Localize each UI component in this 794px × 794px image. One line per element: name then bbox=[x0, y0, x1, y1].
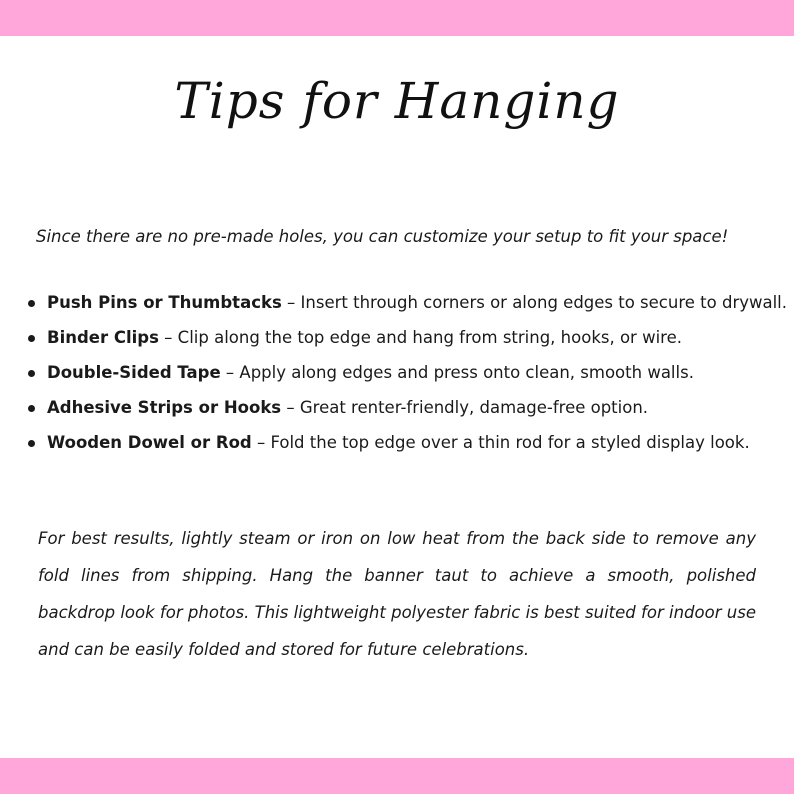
tip-separator: – bbox=[281, 398, 300, 417]
tip-description: Fold the top edge over a thin rod for a styled display look. bbox=[270, 433, 750, 452]
tip-description: Great renter-friendly, damage-free option. bbox=[299, 398, 649, 417]
tip-separator: – bbox=[251, 433, 271, 452]
tip-name: Adhesive Strips or Hooks bbox=[47, 398, 282, 417]
tip-description: Apply along edges and press onto clean, smooth walls. bbox=[239, 363, 694, 382]
tip-separator: – bbox=[158, 328, 178, 347]
bullet-icon bbox=[28, 440, 35, 447]
tip-name: Binder Clips bbox=[47, 328, 159, 347]
intro-text: Since there are no pre-made holes, you can customize your setup to fit your space! bbox=[36, 227, 729, 246]
tip-description: Insert through corners or along edges to secure to drywall. bbox=[300, 293, 788, 312]
list-item bbox=[26, 358, 786, 393]
care-instructions: For best results, lightly steam or iron on low heat from the back side to remove any fold lines from shipping. Hang the banner taut to achieve a smooth, polished backdrop look for photos. This lightweight polyester fabric is best suited for indoor use and can be easily folded and stored for future celebrations. bbox=[38, 529, 756, 659]
list-item bbox=[26, 288, 786, 323]
bullet-icon bbox=[28, 335, 35, 342]
tip-name: Double-Sided Tape bbox=[47, 363, 221, 382]
list-item bbox=[26, 393, 786, 428]
top-pink-band bbox=[0, 0, 794, 36]
list-item bbox=[26, 428, 786, 463]
bullet-icon bbox=[28, 405, 35, 412]
tip-separator: – bbox=[220, 363, 240, 382]
bullet-icon bbox=[28, 370, 35, 377]
list-item bbox=[26, 323, 786, 358]
page-title: Tips for Hanging bbox=[174, 72, 620, 130]
tip-name: Push Pins or Thumbtacks bbox=[47, 293, 282, 312]
bottom-pink-band bbox=[0, 758, 794, 794]
tip-separator: – bbox=[281, 293, 301, 312]
tip-name: Wooden Dowel or Rod bbox=[47, 433, 252, 452]
hanging-tips-list bbox=[26, 288, 786, 463]
tip-description: Clip along the top edge and hang from string, hooks, or wire. bbox=[177, 328, 682, 347]
bullet-icon bbox=[28, 300, 35, 307]
